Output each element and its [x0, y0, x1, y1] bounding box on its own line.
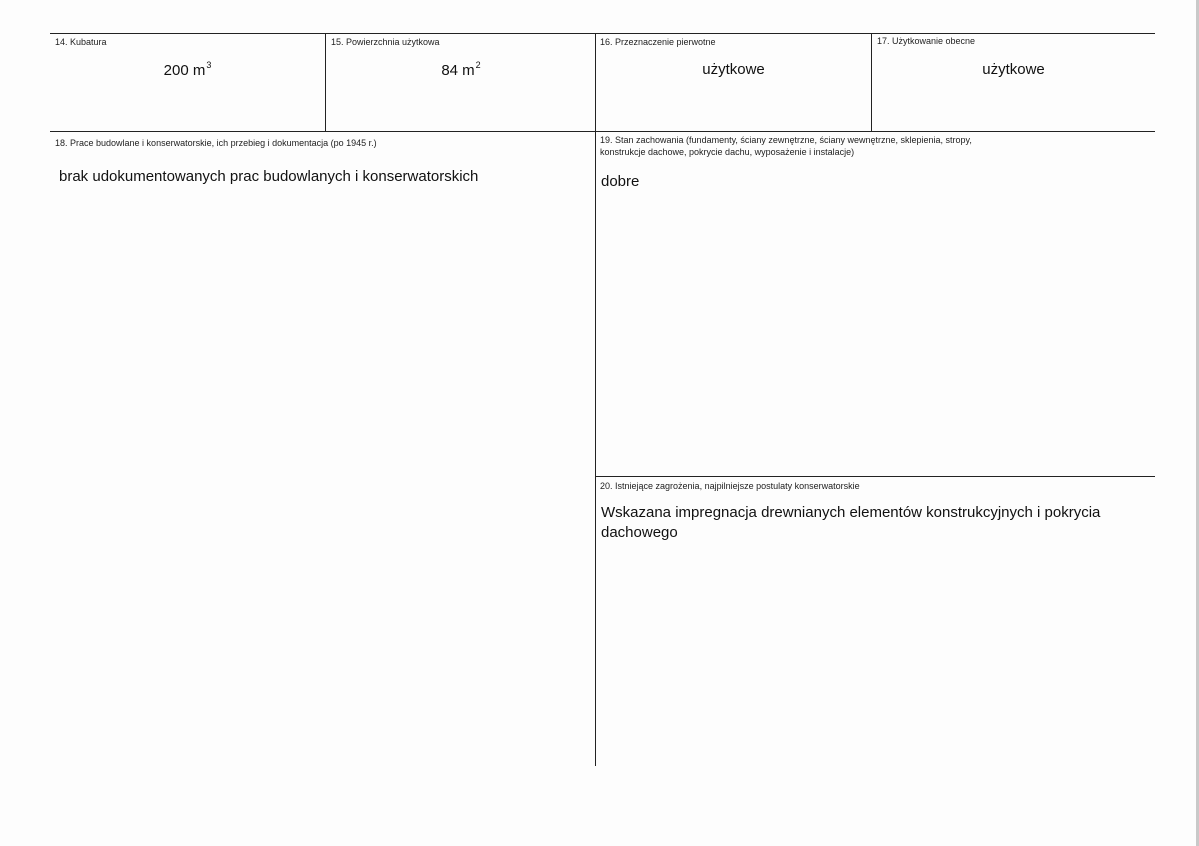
field-14-value-exponent: 3 — [206, 60, 212, 70]
field-15-value — [326, 61, 596, 81]
field-20-value-line2: dachowego — [601, 524, 678, 541]
field-15-value-exponent: 2 — [475, 60, 481, 70]
field-20-label: 20. Istniejące zagrożenia, najpilniejsze postulaty konserwatorskie — [600, 481, 860, 491]
field-16-label: 16. Przeznaczenie pierwotne — [600, 37, 716, 47]
field-17-label: 17. Użytkowanie obecne — [877, 36, 976, 46]
col-divider-16-17 — [871, 33, 872, 132]
field-20-value-line1: Wskazana impregnacja drewnianych elementów konstrukcyjnych i pokrycia — [601, 504, 1101, 521]
field-19-value: dobre — [601, 173, 640, 190]
field-14-label: 14. Kubatura — [55, 37, 107, 47]
row2-divider — [595, 476, 1155, 477]
row1-bottom-border — [50, 131, 1155, 132]
field-15-value-text: 84 m — [441, 62, 475, 79]
field-19-label-line1: 19. Stan zachowania (fundamenty, ściany zewnętrzne, ściany wewnętrzne, sklepienia, stropy, — [600, 135, 972, 145]
top-border — [50, 33, 1155, 34]
field-17-value: użytkowe — [982, 61, 1045, 78]
field-19-label-line2: konstrukcje dachowe, pokrycie dachu, wyposażenie i instalacje) — [600, 147, 855, 157]
field-16-value: użytkowe — [702, 61, 765, 78]
col-divider-14-15 — [325, 33, 326, 132]
field-18-value: brak udokumentowanych prac budowlanych i konserwatorskich — [59, 168, 479, 185]
field-18-label: 18. Prace budowlane i konserwatorskie, ich przebieg i dokumentacja (po 1945 r.) — [55, 138, 377, 148]
field-14-value-text: 200 m — [163, 62, 206, 79]
col-divider-center — [595, 33, 596, 766]
field-15-label: 15. Powierzchnia użytkowa — [331, 37, 440, 47]
field-14-value — [50, 61, 325, 81]
